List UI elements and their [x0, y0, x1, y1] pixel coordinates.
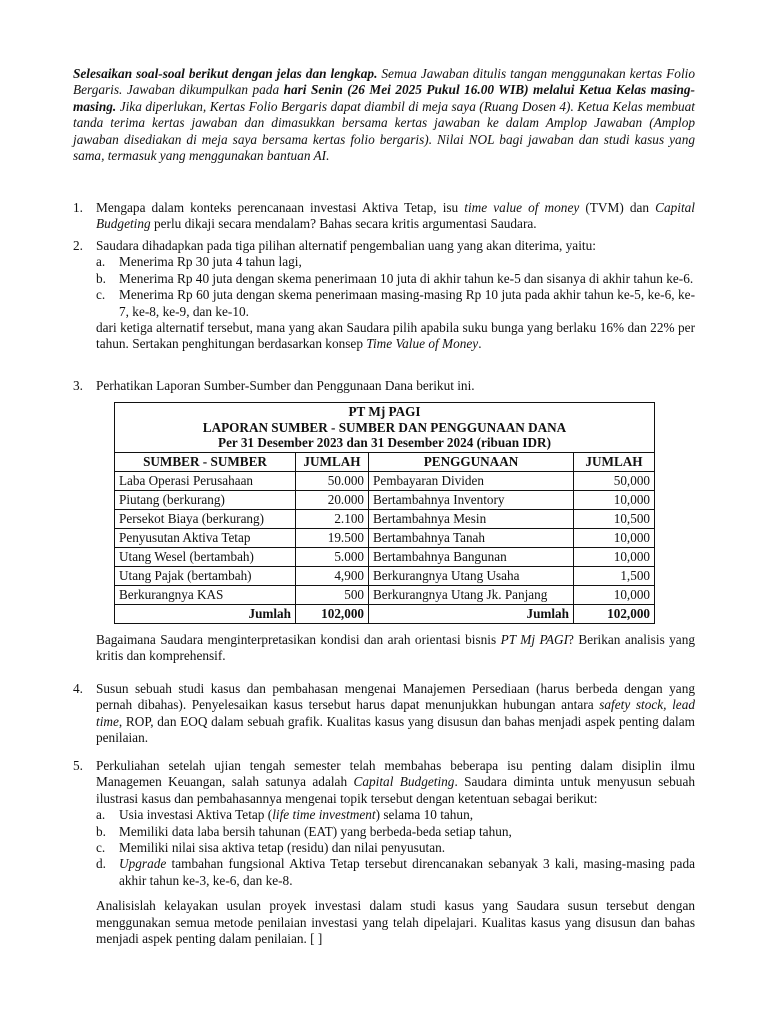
- question-1: [73, 200, 695, 233]
- table-cell-amount: 50,000: [574, 471, 655, 490]
- requirement-c: [96, 840, 695, 856]
- requirement-d: [96, 856, 695, 889]
- option-letter: a.: [96, 254, 106, 270]
- instructions-text-2: Jika diperlukan, Kertas Folio Bergaris dapat diambil di meja saya (Ruang Dosen 4). Ketua Kelas membuat tanda terima kertas jawaban dan dimasukkan bersama kertas jawaban ke dalam Amplop Jawaban (Amplop jawaban disediakan di meja saya bersama kertas folio bergaris). Nilai NOL bagi jawaban dan studi kasus yang sama, termasuk yang menggunakan bantuan AI.: [73, 98, 695, 164]
- table-cell-label: Piutang (berkurang): [115, 490, 296, 509]
- option-b: [96, 271, 695, 287]
- q1-text-b: (TVM) dan: [579, 200, 656, 215]
- option-letter: b.: [96, 270, 106, 286]
- option-c: [96, 287, 695, 320]
- report-period: Per 31 Desember 2023 dan 31 Desember 2024 (ribuan IDR): [218, 435, 551, 450]
- table-cell-label: Pembayaran Dividen: [369, 471, 574, 490]
- option-text: Menerima Rp 30 juta 4 tahun lagi,: [119, 254, 302, 270]
- option-text: Menerima Rp 40 juta dengan skema penerimaan 10 juta di akhir tahun ke-5 dan sisanya di akhir tahun ke-6.: [119, 270, 694, 286]
- table-cell-label: Berkurangnya Utang Jk. Panjang: [369, 585, 574, 604]
- q4-text-a: Susun sebuah studi kasus dan pembahasan mengenai Manajemen Persediaan (harus berbeda dengan yang pernah dibahas). Penyelesaikan kasus tersebut harus dapat menunjukkan hubungan antara: [96, 681, 695, 713]
- table-cell-amount: 10,000: [574, 490, 655, 509]
- table-row: [115, 490, 655, 509]
- table-row: [115, 566, 655, 585]
- table-cell-amount: 10,000: [574, 528, 655, 547]
- report-company-text: PT Mj PAGI: [348, 404, 421, 419]
- q1-term-capital-budgeting: Capital Budgeting: [96, 200, 695, 232]
- question-text: [96, 681, 695, 747]
- deadline-text: hari Senin (26 Mei 2025 Pukul 16.00 WIB) melalui Ketua Kelas masing-masing.: [73, 82, 695, 114]
- q1-text-a: Mengapa dalam konteks perencanaan investasi Aktiva Tetap, isu: [96, 200, 465, 215]
- question-text: Perhatikan Laporan Sumber-Sumber dan Penggunaan Dana berikut ini.: [96, 378, 475, 393]
- question-3-prompt: [96, 632, 695, 665]
- option-text: Menerima Rp 60 juta dengan skema penerimaan masing-masing Rp 10 juta pada akhir tahun ke-5, ke-6, ke-7, ke-8, ke-9, dan ke-10.: [119, 287, 695, 319]
- requirement-text: tambahan fungsional Aktiva Tetap tersebut direncanakan sebanyak 3 kali, masing-masing pada akhir tahun ke-3, ke-6, dan ke-8.: [119, 856, 695, 888]
- q1-term-tvm: time value of money: [464, 200, 580, 215]
- table-cell-amount: 2.100: [296, 509, 369, 528]
- table-cell-label: Persekot Biaya (berkurang): [115, 509, 296, 528]
- question-3: [73, 378, 695, 394]
- requirement-letter: a.: [96, 807, 106, 823]
- q2-closing-a: dari ketiga alternatif tersebut, mana yang akan Saudara pilih apabila suku bunga yang berlaku 16% dan 22% per tahun. Sertakan penghitungan berdasarkan konsep: [96, 320, 695, 352]
- table-cell-amount: 10,500: [574, 509, 655, 528]
- table-cell-label: Bertambahnya Inventory: [369, 490, 574, 509]
- funds-report-table: [114, 402, 655, 624]
- table-cell-amount: 10,000: [574, 547, 655, 566]
- table-cell-amount: 4,900: [296, 566, 369, 585]
- table-cell-label: Bertambahnya Mesin: [369, 509, 574, 528]
- q2-term-tvm: Time Value of Money: [366, 336, 479, 352]
- table-cell-label: Penyusutan Aktiva Tetap: [115, 528, 296, 547]
- q5-term-capital-budgeting: Capital Budgeting: [353, 774, 455, 790]
- question-closing: [96, 320, 695, 353]
- question-number: 5.: [73, 758, 83, 773]
- requirement-term: Upgrade: [119, 856, 167, 872]
- table-cell-amount: 500: [296, 585, 369, 604]
- instructions-lead: Selesaikan soal-soal berikut dengan jelas dan lengkap.: [73, 66, 378, 81]
- option-a: [96, 254, 695, 270]
- requirement-text: Memiliki data laba bersih tahunan (EAT) yang berbeda-beda setiap tahun,: [119, 823, 512, 839]
- requirement-a: [96, 807, 695, 823]
- question-number: 3.: [73, 378, 83, 393]
- table-cell-label: Utang Wesel (bertambah): [115, 547, 296, 566]
- q3-note-b: ? Berikan analisis yang kritis dan komprehensif.: [96, 632, 696, 664]
- column-header: SUMBER - SUMBER: [115, 452, 296, 471]
- total-sources: 102,000: [296, 604, 369, 623]
- q3-note-company: PT Mj PAGI: [500, 632, 569, 647]
- table-cell-amount: 50.000: [296, 471, 369, 490]
- report-body: [115, 471, 655, 604]
- instructions-paragraph: [73, 66, 695, 164]
- question-number: 4.: [73, 681, 83, 696]
- q4-text-b: , ROP, dan EOQ dalam sebuah grafik. Kualitas kasus yang disusun dan bahas menjadi aspek penting dalam penilaian.: [96, 713, 695, 746]
- question-text: Saudara dihadapkan pada tiga pilihan alternatif pengembalian uang yang akan diterima, yaitu:: [96, 238, 596, 253]
- question-number: 2.: [73, 238, 83, 253]
- requirement-text: Memiliki nilai sisa aktiva tetap (residu) dan nilai penyusutan.: [119, 840, 446, 856]
- q2-closing-b: .: [478, 336, 482, 352]
- question-5: [73, 758, 695, 947]
- table-row: [115, 547, 655, 566]
- question-2: [73, 238, 695, 353]
- option-letter: c.: [96, 287, 106, 303]
- column-header: JUMLAH: [296, 452, 369, 471]
- table-header-row: [115, 452, 655, 471]
- q4-terms: safety stock, lead time: [96, 697, 696, 729]
- question-number: 1.: [73, 200, 83, 215]
- total-label: Jumlah: [369, 604, 574, 623]
- requirement-letter: c.: [96, 840, 106, 856]
- question-4: [73, 681, 695, 747]
- table-cell-amount: 1,500: [574, 566, 655, 585]
- requirement-letter: d.: [96, 856, 106, 872]
- q1-text-c: perlu dikaji secara mendalam? Bahas secara kritis argumentasi Saudara.: [150, 216, 537, 232]
- question-closing: Analisislah kelayakan usulan proyek investasi dalam studi kasus yang Saudara susun tersebut dengan menggunakan semua metode penilaian investasi yang telah dipelajari. Kualitas kasus yang disusun dan bahas menjadi aspek penting dalam penilaian. [ ]: [96, 898, 695, 947]
- table-cell-amount: 19.500: [296, 528, 369, 547]
- requirement-term: life time investment: [272, 807, 376, 823]
- table-cell-amount: 5.000: [296, 547, 369, 566]
- table-cell-label: Utang Pajak (bertambah): [115, 566, 296, 585]
- table-row: [115, 528, 655, 547]
- total-uses: 102,000: [574, 604, 655, 623]
- report-company: [115, 403, 655, 453]
- table-cell-label: Berkurangnya Utang Usaha: [369, 566, 574, 585]
- q5-text-b: . Saudara diminta untuk menyusun sebuah ilustrasi kasus dan pembahasannya mengenai topik tersebut dengan ketentuan sebagai berikut:: [96, 774, 695, 806]
- instructions-text-1: Semua Jawaban ditulis tangan menggunakan kertas Folio Bergaris. Jawaban dikumpulkan pada: [73, 66, 695, 98]
- table-row: [115, 509, 655, 528]
- question-text: [96, 200, 695, 233]
- q5-text-a: Perkuliahan setelah ujian tengah semester telah membahas beberapa isu penting dalam disiplin ilmu Managemen Keuangan, salah satunya adalah: [96, 758, 695, 790]
- requirement-text: Usia investasi Aktiva Tetap (: [119, 807, 273, 823]
- table-row: [115, 471, 655, 490]
- table-cell-label: Laba Operasi Perusahaan: [115, 471, 296, 490]
- q3-note-a: Bagaimana Saudara menginterpretasikan kondisi dan arah orientasi bisnis: [96, 632, 501, 647]
- table-cell-label: Bertambahnya Bangunan: [369, 547, 574, 566]
- requirement-letter: b.: [96, 823, 106, 839]
- table-cell-label: Bertambahnya Tanah: [369, 528, 574, 547]
- table-cell-label: Berkurangnya KAS: [115, 585, 296, 604]
- total-label: Jumlah: [115, 604, 296, 623]
- table-cell-amount: 10,000: [574, 585, 655, 604]
- requirement-b: [96, 824, 695, 840]
- column-header: PENGGUNAAN: [369, 452, 574, 471]
- column-header: JUMLAH: [574, 452, 655, 471]
- requirement-text: ) selama 10 tahun,: [375, 807, 474, 823]
- table-row: [115, 585, 655, 604]
- table-cell-amount: 20.000: [296, 490, 369, 509]
- report-title: LAPORAN SUMBER - SUMBER DAN PENGGUNAAN DANA: [202, 419, 567, 435]
- question-text: [96, 758, 695, 807]
- total-row: [115, 604, 655, 623]
